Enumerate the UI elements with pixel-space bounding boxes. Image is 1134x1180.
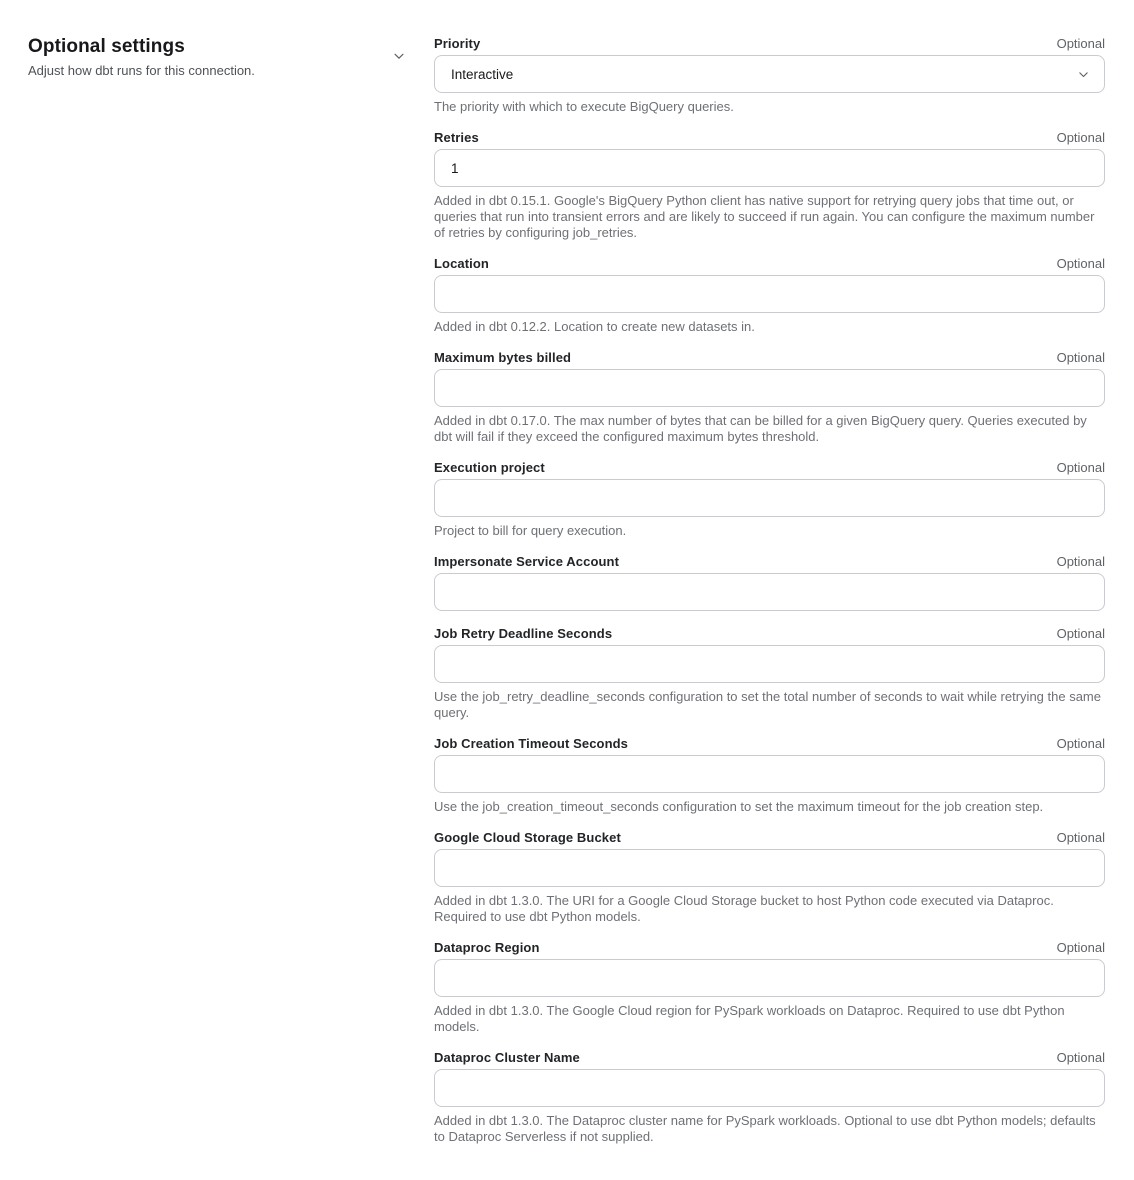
- field-label-job-retry-deadline-seconds: Job Retry Deadline Seconds: [434, 626, 613, 641]
- field-label-google-cloud-storage-bucket: Google Cloud Storage Bucket: [434, 830, 621, 845]
- field-help-maximum-bytes-billed: Added in dbt 0.17.0. The max number of bytes that can be billed for a given BigQuery query. Queries executed by dbt will fail if they exceed the configured maximum bytes threshold.: [434, 413, 1087, 444]
- field-job-retry-deadline-seconds: [434, 626, 1105, 721]
- location-input[interactable]: [434, 275, 1105, 313]
- optional-badge: Optional: [1056, 626, 1105, 641]
- field-label-location: Location: [434, 256, 489, 271]
- maximum-bytes-billed-input[interactable]: [434, 369, 1105, 407]
- dataproc-cluster-name-input[interactable]: [434, 1069, 1105, 1107]
- field-head-job-creation-timeout-seconds: [434, 736, 1105, 751]
- field-label-dataproc-cluster-name: Dataproc Cluster Name: [434, 1050, 580, 1065]
- field-head-priority: [434, 36, 1105, 51]
- field-google-cloud-storage-bucket: [434, 830, 1105, 925]
- section-title: Optional settings: [28, 36, 185, 57]
- optional-badge: Optional: [1056, 256, 1105, 271]
- field-help-job-retry-deadline-seconds: Use the job_retry_deadline_seconds configuration to set the total number of seconds to wait while retrying the same query.: [434, 689, 1101, 720]
- field-location: [434, 256, 1105, 335]
- optional-badge: Optional: [1056, 940, 1105, 955]
- section-subtitle: Adjust how dbt runs for this connection.: [28, 63, 255, 78]
- field-help-dataproc-cluster-name: Added in dbt 1.3.0. The Dataproc cluster name for PySpark workloads. Optional to use dbt Python models; defaults to Dataproc Serverless if not supplied.: [434, 1113, 1096, 1144]
- settings-form: [434, 36, 1105, 1160]
- optional-badge: Optional: [1056, 350, 1105, 365]
- field-dataproc-region: [434, 940, 1105, 1035]
- field-job-creation-timeout-seconds: [434, 736, 1105, 815]
- field-help-google-cloud-storage-bucket: Added in dbt 1.3.0. The URI for a Google Cloud Storage bucket to host Python code executed via Dataproc. Required to use dbt Python models.: [434, 893, 1054, 924]
- field-head-impersonate-service-account: [434, 554, 1105, 569]
- field-execution-project: [434, 460, 1105, 539]
- retries-input[interactable]: [434, 149, 1105, 187]
- field-label-retries: Retries: [434, 130, 479, 145]
- field-help-dataproc-region: Added in dbt 1.3.0. The Google Cloud region for PySpark workloads on Dataproc. Required to use dbt Python models.: [434, 1003, 1065, 1034]
- dataproc-region-input[interactable]: [434, 959, 1105, 997]
- field-help-location: Added in dbt 0.12.2. Location to create new datasets in.: [434, 319, 755, 334]
- field-impersonate-service-account: [434, 554, 1105, 611]
- priority-select-value: Interactive: [451, 66, 514, 82]
- priority-select[interactable]: [434, 55, 1105, 93]
- field-head-location: [434, 256, 1105, 271]
- optional-badge: Optional: [1056, 130, 1105, 145]
- job-creation-timeout-seconds-input[interactable]: [434, 755, 1105, 793]
- section-header: [28, 36, 434, 1160]
- field-dataproc-cluster-name: [434, 1050, 1105, 1145]
- field-label-impersonate-service-account: Impersonate Service Account: [434, 554, 620, 569]
- field-label-execution-project: Execution project: [434, 460, 545, 475]
- field-label-dataproc-region: Dataproc Region: [434, 940, 540, 955]
- field-retries: [434, 130, 1105, 241]
- field-help-priority: The priority with which to execute BigQuery queries.: [434, 99, 734, 114]
- field-help-execution-project: Project to bill for query execution.: [434, 523, 627, 538]
- field-help-job-creation-timeout-seconds: Use the job_creation_timeout_seconds configuration to set the maximum timeout for the job creation step.: [434, 799, 1044, 814]
- field-head-dataproc-region: [434, 940, 1105, 955]
- chevron-down-icon: [1077, 68, 1090, 81]
- optional-badge: Optional: [1056, 36, 1105, 51]
- optional-badge: Optional: [1056, 736, 1105, 751]
- optional-badge: Optional: [1056, 554, 1105, 569]
- field-label-job-creation-timeout-seconds: Job Creation Timeout Seconds: [434, 736, 628, 751]
- field-priority: [434, 36, 1105, 115]
- optional-badge: Optional: [1056, 1050, 1105, 1065]
- field-head-retries: [434, 130, 1105, 145]
- field-head-google-cloud-storage-bucket: [434, 830, 1105, 845]
- field-head-job-retry-deadline-seconds: [434, 626, 1105, 641]
- field-head-execution-project: [434, 460, 1105, 475]
- google-cloud-storage-bucket-input[interactable]: [434, 849, 1105, 887]
- field-label-maximum-bytes-billed: Maximum bytes billed: [434, 350, 572, 365]
- field-head-maximum-bytes-billed: [434, 350, 1105, 365]
- collapse-chevron-icon[interactable]: [392, 49, 406, 63]
- field-head-dataproc-cluster-name: [434, 1050, 1105, 1065]
- field-maximum-bytes-billed: [434, 350, 1105, 445]
- field-label-priority: Priority: [434, 36, 481, 51]
- field-help-retries: Added in dbt 0.15.1. Google's BigQuery Python client has native support for retrying query jobs that time out, or queries that run into transient errors and are likely to succeed if run again. You can configure the maximum number of retries by configuring job_retries.: [434, 193, 1095, 240]
- section-header-text: [28, 36, 255, 78]
- optional-badge: Optional: [1056, 460, 1105, 475]
- job-retry-deadline-seconds-input[interactable]: [434, 645, 1105, 683]
- optional-badge: Optional: [1056, 830, 1105, 845]
- impersonate-service-account-input[interactable]: [434, 573, 1105, 611]
- execution-project-input[interactable]: [434, 479, 1105, 517]
